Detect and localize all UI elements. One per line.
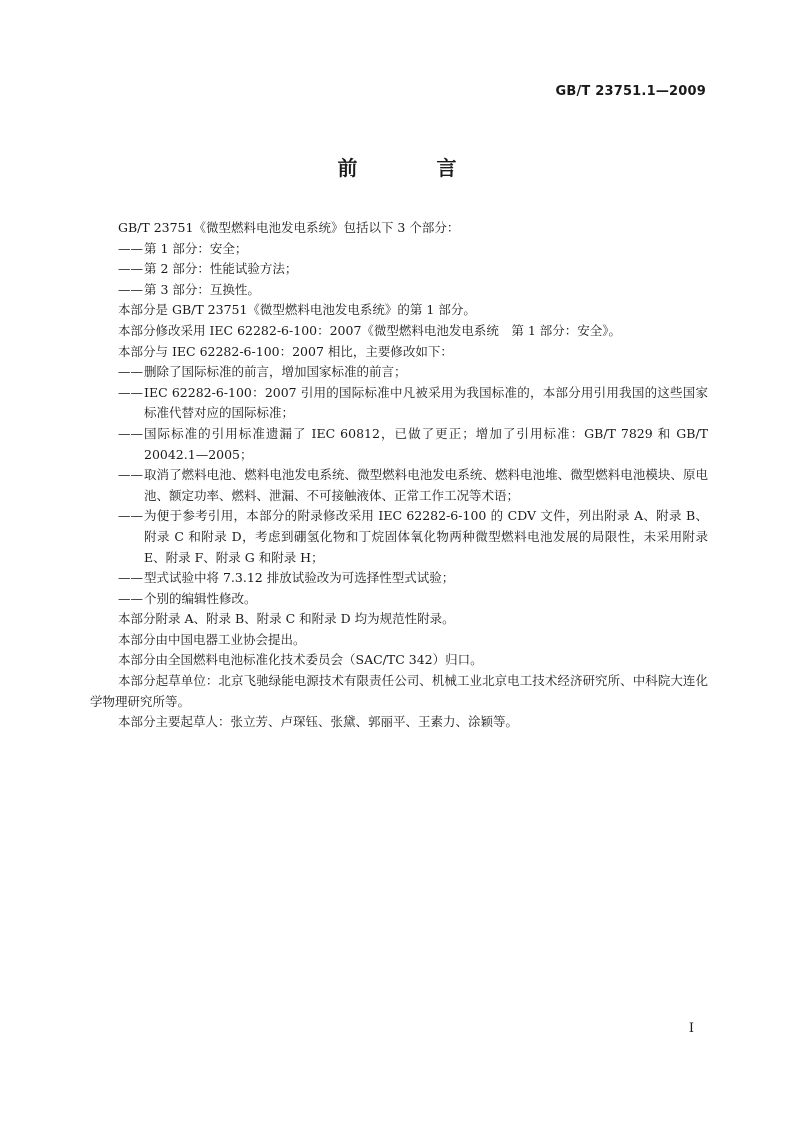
list-item-text: IEC 62282-6-100：2007 引用的国际标准中凡被采用为我国标准的，本部分用引用我国的这些国家标准代替对应的国际标准； xyxy=(144,384,708,421)
list-item-text: 第 1 部分：安全； xyxy=(144,240,248,256)
list-item xyxy=(90,568,708,589)
list-item xyxy=(90,362,708,383)
paragraph-intro: GB/T 23751《微型燃料电池发电系统》包括以下 3 个部分： xyxy=(118,220,460,235)
dash-mark: —— xyxy=(118,384,143,400)
paragraph: 本部分是 GB/T 23751《微型燃料电池发电系统》的第 1 部分。 xyxy=(118,302,476,318)
standard-code: GB/T 23751.1—2009 xyxy=(555,84,706,99)
dash-mark: —— xyxy=(118,281,143,297)
list-item xyxy=(90,259,708,280)
list-item-text: 删除了国际标准的前言，增加国家标准的前言； xyxy=(144,364,407,380)
list-item xyxy=(90,424,708,465)
document-body xyxy=(90,218,708,733)
paragraph-drafting-units: 本部分起草单位：北京飞驰绿能电源技术有限责任公司、机械工业北京电工技术经济研究所、中科院大连化学物理研究所等。 xyxy=(90,673,708,709)
dash-mark: —— xyxy=(118,467,143,483)
list-item-text: 第 2 部分：性能试验方法； xyxy=(144,261,298,277)
list-item xyxy=(90,239,708,260)
paragraph: 本部分附录 A、附录 B、附录 C 和附录 D 均为规范性附录。 xyxy=(118,611,455,627)
dash-mark: —— xyxy=(118,364,143,380)
page-number: I xyxy=(688,1021,694,1036)
list-item-text: 取消了燃料电池、燃料电池发电系统、微型燃料电池发电系统、燃料电池堆、微型燃料电池模块、原电池、额定功率、燃料、泄漏、不可接触液体、正常工作工况等术语； xyxy=(144,467,708,503)
dash-mark: —— xyxy=(118,508,143,524)
dash-mark: —— xyxy=(118,261,143,277)
paragraph: 本部分由全国燃料电池标准化技术委员会（SAC/TC 342）归口。 xyxy=(118,652,483,668)
dash-mark: —— xyxy=(118,240,143,256)
dash-mark: —— xyxy=(118,425,143,441)
paragraph: 本部分修改采用 IEC 62282-6-100：2007《微型燃料电池发电系统 第 1 部分：安全》。 xyxy=(118,322,622,338)
paragraph-drafters: 本部分主要起草人：张立芳、卢琛钰、张黛、郭丽平、王素力、涂颖等。 xyxy=(118,714,519,730)
list-item xyxy=(90,506,708,568)
list-item xyxy=(90,589,708,610)
list-item-text: 国际标准的引用标准遗漏了 IEC 60812，已做了更正；增加了引用标准：GB/T 7829 和 GB/T 20042.1—2005； xyxy=(144,425,708,462)
page-title: 前 言 xyxy=(337,156,493,180)
list-item-text: 个别的编辑性修改。 xyxy=(144,590,257,606)
paragraph: 本部分与 IEC 62282-6-100：2007 相比，主要修改如下： xyxy=(118,343,453,359)
dash-mark: —— xyxy=(118,590,143,606)
list-item-text: 型式试验中将 7.3.12 排放试验改为可选择性型式试验； xyxy=(144,570,455,586)
paragraph: 本部分由中国电器工业协会提出。 xyxy=(118,631,306,647)
list-item-text: 第 3 部分：互换性。 xyxy=(144,281,260,297)
dash-mark: —— xyxy=(118,570,143,586)
list-item xyxy=(90,383,708,424)
list-item xyxy=(90,465,708,506)
list-item-text: 为便于参考引用，本部分的附录修改采用 IEC 62282-6-100 的 CDV 文件，列出附录 A、附录 B、附录 C 和附录 D，考虑到硼氢化物和丁烷固体氧化物两种微型燃料电池发展的局限性，未采用附录 E、附录 F、附录 G 和附录 H； xyxy=(144,508,708,565)
list-item xyxy=(90,280,708,301)
